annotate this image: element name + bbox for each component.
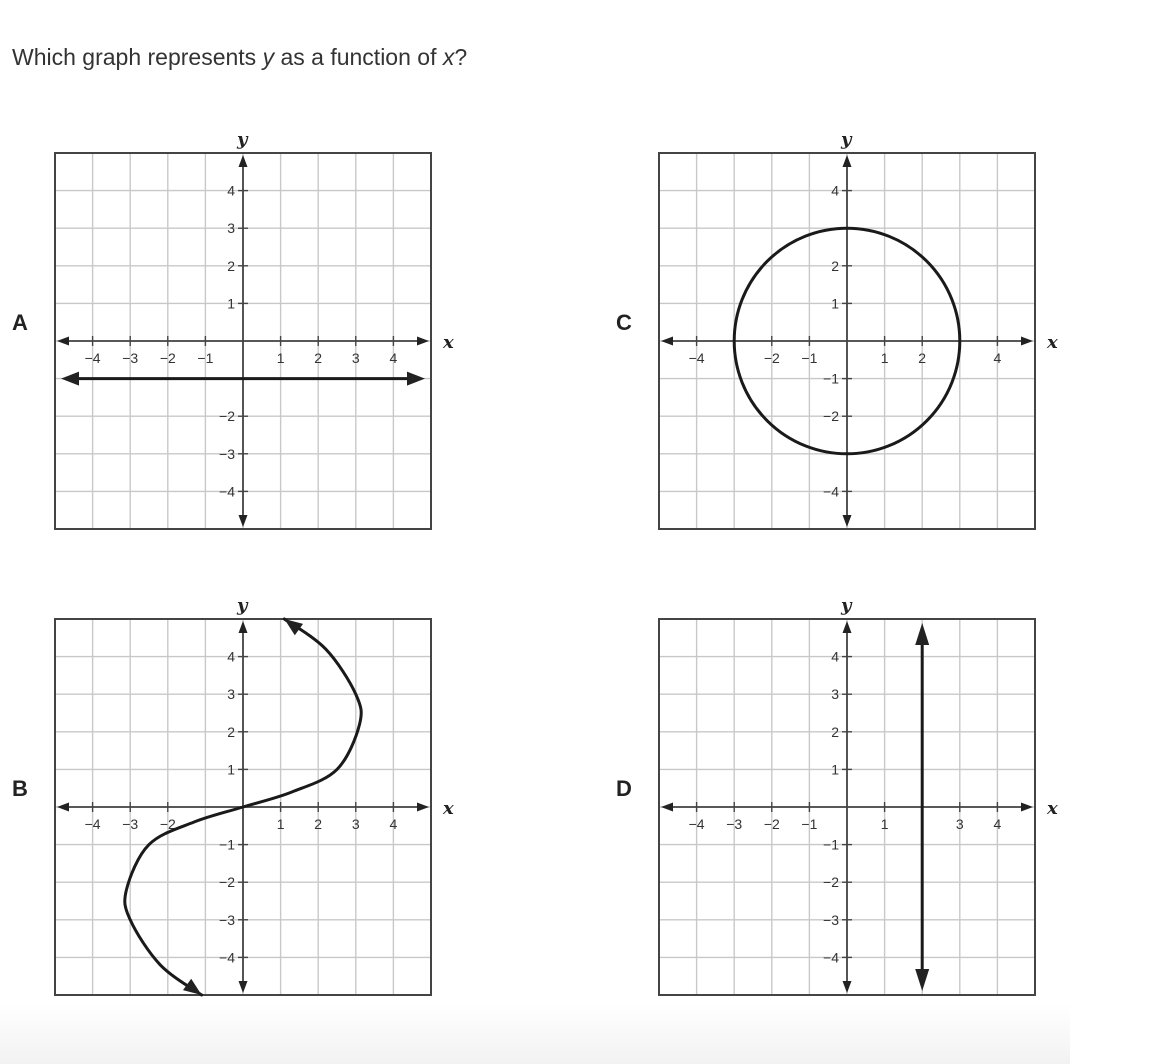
y-tick-label: −1 (823, 836, 839, 853)
choice-a-panel[interactable] (0, 120, 520, 560)
x-axis-label: x (1047, 798, 1058, 819)
x-tick-label: 3 (351, 816, 360, 832)
y-tick-label: −3 (219, 445, 235, 462)
choice-c-letter[interactable]: C (616, 310, 632, 335)
graph-a-group (55, 129, 454, 529)
y-tick-label: 1 (227, 295, 235, 312)
y-tick-label: −2 (219, 874, 235, 891)
x-axis-label: x (443, 332, 454, 353)
x-tick-label: −2 (763, 350, 780, 366)
choice-d-panel[interactable] (604, 586, 1124, 1026)
x-tick-label: 4 (389, 816, 398, 832)
question-middle: as a function of (274, 44, 443, 70)
y-tick-label: 4 (227, 182, 235, 199)
y-tick-label: 2 (831, 257, 839, 274)
y-tick-label: 2 (831, 723, 839, 740)
x-tick-label: −2 (159, 816, 176, 832)
question-var-y: y (262, 44, 275, 70)
y-tick-label: 2 (227, 257, 235, 274)
question-text (12, 44, 467, 71)
x-tick-label: 2 (314, 816, 323, 832)
x-tick-label: −3 (122, 816, 139, 832)
y-axis-label: y (237, 129, 248, 150)
x-tick-label: 1 (276, 816, 285, 832)
graph-d (604, 586, 1074, 1006)
x-tick-label: 1 (276, 350, 285, 366)
x-tick-label: 2 (314, 350, 323, 366)
x-tick-label: −2 (159, 350, 176, 366)
x-tick-label: 3 (351, 350, 360, 366)
y-tick-label: −1 (823, 370, 839, 387)
y-tick-label: 1 (831, 761, 839, 778)
bottom-band (0, 1004, 1070, 1064)
graph-b-group (55, 595, 454, 995)
y-tick-label: 1 (227, 761, 235, 778)
graph-c-group (659, 129, 1058, 529)
x-tick-label: −3 (122, 350, 139, 366)
graph-c (604, 120, 1074, 540)
y-tick-label: 3 (831, 686, 839, 703)
x-tick-label: 1 (880, 816, 889, 832)
y-tick-label: 3 (227, 220, 235, 237)
choice-d-letter[interactable]: D (616, 776, 632, 801)
x-tick-label: −2 (763, 816, 780, 832)
question-var-x: x (442, 44, 455, 70)
y-tick-label: −4 (219, 949, 235, 966)
x-axis-label: x (443, 798, 454, 819)
x-tick-label: −4 (688, 816, 705, 832)
choice-b-panel[interactable] (0, 586, 520, 1026)
x-tick-label: 1 (880, 350, 889, 366)
y-axis-label: y (841, 129, 852, 150)
graph-b (0, 586, 470, 1006)
y-axis-label: y (237, 595, 248, 616)
y-tick-label: −3 (823, 911, 839, 928)
choice-c-panel[interactable] (604, 120, 1124, 560)
y-tick-label: −2 (823, 874, 839, 891)
y-tick-label: 4 (227, 648, 235, 665)
y-tick-label: 4 (831, 648, 839, 665)
y-tick-label: −4 (823, 483, 839, 500)
x-tick-label: 2 (918, 350, 927, 366)
y-tick-label: −4 (823, 949, 839, 966)
x-axis-label: x (1047, 332, 1058, 353)
x-tick-label: −1 (197, 350, 214, 366)
choice-b-letter[interactable]: B (12, 776, 28, 801)
y-tick-label: −2 (219, 408, 235, 425)
graph-d-group (659, 595, 1058, 995)
x-tick-label: 4 (389, 350, 398, 366)
y-tick-label: −1 (219, 836, 235, 853)
y-tick-label: 2 (227, 723, 235, 740)
x-tick-label: −4 (84, 350, 101, 366)
y-tick-label: −2 (823, 408, 839, 425)
y-axis-label: y (841, 595, 852, 616)
x-tick-label: −1 (801, 350, 818, 366)
y-tick-label: −4 (219, 483, 235, 500)
y-tick-label: 4 (831, 182, 839, 199)
y-tick-label: −3 (219, 911, 235, 928)
y-tick-label: 3 (227, 686, 235, 703)
x-tick-label: −4 (688, 350, 705, 366)
graph-a (0, 120, 470, 540)
x-tick-label: −1 (801, 816, 818, 832)
question-suffix: ? (454, 44, 468, 70)
x-tick-label: 4 (993, 350, 1002, 366)
question-prefix: Which graph represents (12, 44, 263, 70)
x-tick-label: −4 (84, 816, 101, 832)
x-tick-label: 3 (955, 816, 964, 832)
choice-a-letter[interactable]: A (12, 310, 28, 335)
x-tick-label: −3 (726, 816, 743, 832)
x-tick-label: 4 (993, 816, 1002, 832)
y-tick-label: 1 (831, 295, 839, 312)
